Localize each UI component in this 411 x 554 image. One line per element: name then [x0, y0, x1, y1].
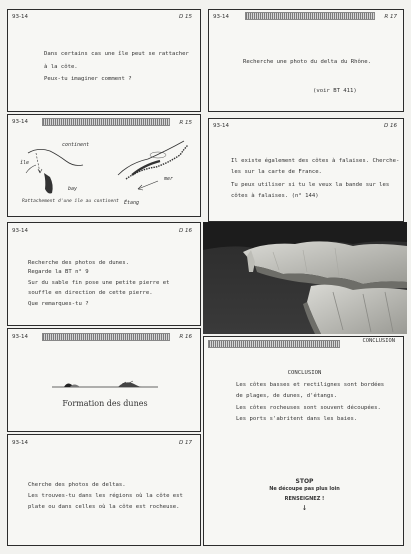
card-line: Peux-tu imaginer comment ?	[44, 76, 132, 82]
card-ref: R 17	[384, 14, 397, 20]
cliff-photo	[203, 222, 407, 334]
card-line: plate ou dans celles où la côte est rocheuse.	[28, 504, 180, 510]
card-code: 93-14	[12, 228, 28, 234]
dune-drawing	[8, 329, 202, 433]
conclusion-line: Les ports s'abritent dans les baies.	[236, 416, 358, 422]
card-code: 93-14	[12, 14, 28, 20]
card-ref: D 16	[384, 123, 397, 129]
card-line: Il existe également des côtes à falaises. Cherche-	[231, 158, 400, 164]
card-conclusion	[203, 336, 404, 546]
sketch-label-bay: bay	[68, 186, 78, 192]
card-code: 93-14	[213, 14, 229, 20]
card-line: Tu peux utiliser si tu le veux la bande sur les	[231, 182, 390, 188]
card-line: Recherche des photos de dunes.	[28, 260, 130, 266]
stop-arrow-icon: ↓	[301, 503, 308, 513]
card-line: Cherche des photos de deltas.	[28, 482, 126, 488]
card-line: à la côte.	[44, 64, 78, 70]
hatched-bar	[245, 12, 375, 20]
card-line: Recherche une photo du delta du Rhône.	[243, 59, 371, 65]
card-line: Dans certains cas une île peut se rattacher	[44, 51, 189, 57]
card-line: les sur la carte de France.	[231, 169, 322, 175]
card-line: souffle en direction de cette pierre.	[28, 290, 153, 296]
card-ref: D 15	[179, 14, 192, 20]
conclusion-heading: CONCLUSION	[362, 338, 395, 344]
card-ref: R 16	[179, 334, 192, 340]
card-ref: D 16	[179, 228, 192, 234]
card-line: Que remarques-tu ?	[28, 301, 89, 307]
card-line: Regarde la BT n° 9	[28, 269, 89, 275]
card-d16-falaises	[208, 118, 404, 222]
sketch-label-mer: mer	[164, 176, 174, 182]
card-r15-sketch	[7, 114, 201, 217]
card-code: 93-14	[12, 119, 28, 125]
stop-line1: Ne découpe pas plus loin	[269, 486, 340, 492]
card-ref: D 17	[179, 440, 192, 446]
card-line: (voir BT 411)	[313, 88, 357, 94]
conclusion-title: CONCLUSION	[287, 370, 322, 376]
card-r17-delta	[208, 9, 404, 112]
card-line: Sur du sable fin pose une petite pierre et	[28, 280, 170, 286]
conclusion-line: Les côtes basses et rectilignes sont bordées	[236, 382, 385, 388]
card-line: côtes à falaises. (n° 144)	[231, 193, 319, 199]
card-code: 93-14	[12, 334, 28, 340]
conclusion-line: Les côtes rocheuses sont souvent découpées.	[236, 405, 381, 411]
card-ref: R 15	[179, 120, 192, 126]
dune-caption: Formation des dunes	[62, 399, 148, 408]
conclusion-line: de plages, de dunes, d'étangs.	[236, 393, 338, 399]
stop-line2: RENSEIGNEZ !	[284, 496, 325, 502]
card-d16-dunes	[7, 222, 201, 326]
card-d15-island	[7, 9, 201, 112]
hatched-bar	[208, 340, 340, 348]
card-code: 93-14	[12, 440, 28, 446]
card-line: Les trouves-tu dans les régions où la côte est	[28, 493, 183, 499]
card-r16-dunes-drawing	[7, 328, 201, 432]
stop-title: STOP	[295, 478, 314, 485]
cliff-photo-image	[203, 222, 407, 334]
card-d17-deltas	[7, 434, 201, 546]
card-code: 93-14	[213, 123, 229, 129]
sketch-label-etang: Étang	[124, 200, 140, 206]
sketch-label-ile: île	[20, 160, 30, 166]
sketch-label-rattachement: Rattachement d'une île au continent	[22, 199, 119, 204]
sketch-label-continent: continent	[62, 142, 90, 148]
